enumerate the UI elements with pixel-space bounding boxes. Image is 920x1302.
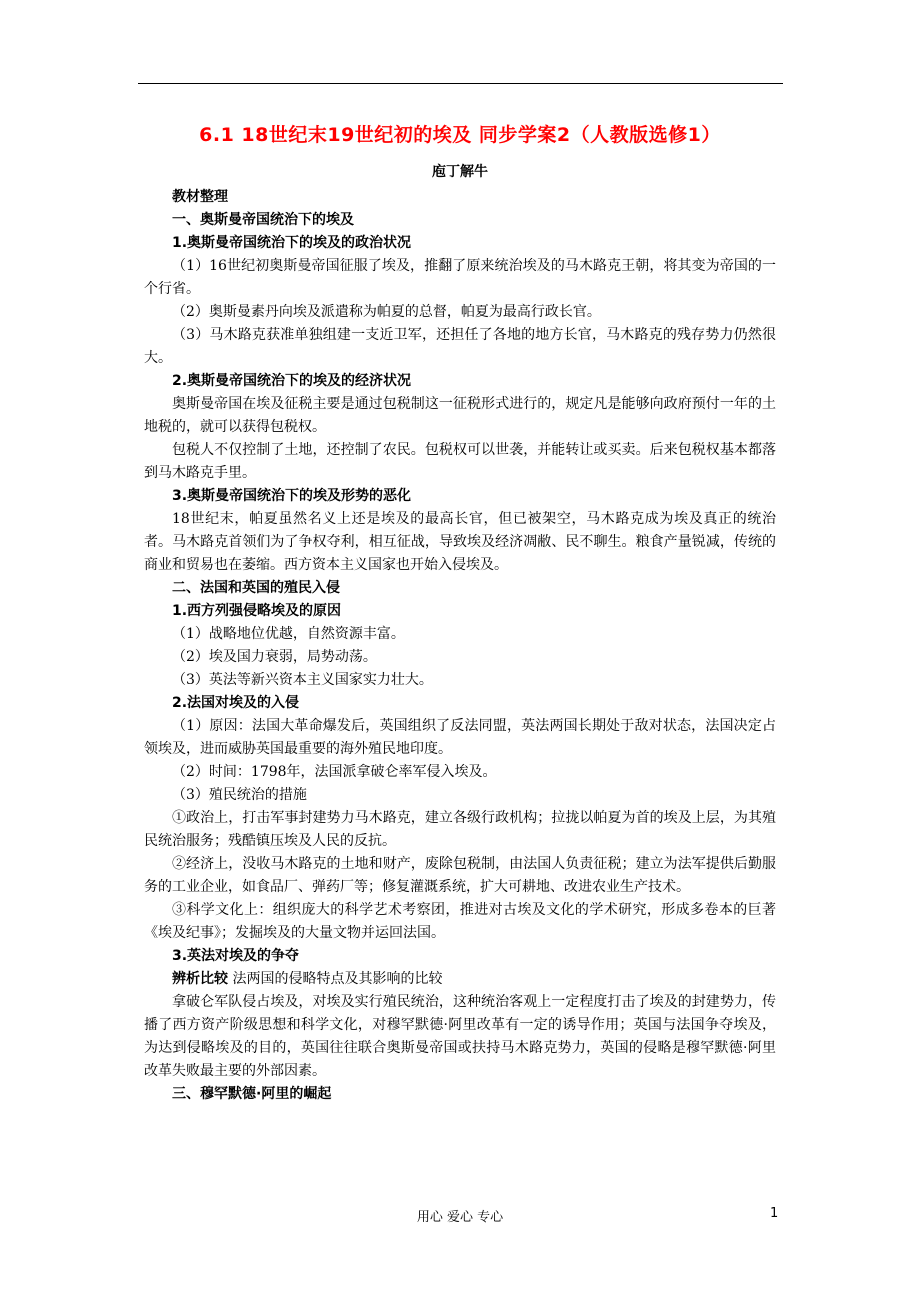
paragraph: （2）时间：1798年，法国派拿破仑率军侵入埃及。 bbox=[172, 764, 497, 780]
paragraph: 包税人不仅控制了土地，还控制了农民。包税权可以世袭，并能转让或买卖。后来包税权基本都落到马木路克手里。 bbox=[144, 442, 776, 481]
header-rule bbox=[138, 83, 783, 84]
section-3-heading: 三、穆罕默德·阿里的崛起 bbox=[172, 1086, 332, 1102]
document-subtitle: 庖丁解牛 bbox=[432, 164, 488, 180]
paragraph: （1）原因：法国大革命爆发后，英国组织了反法同盟，英法两国长期处于敌对状态，法国决定占领埃及，进而威胁英国最重要的海外殖民地印度。 bbox=[144, 718, 776, 757]
footer-text: 用心 爱心 专心 bbox=[416, 1210, 504, 1225]
page-number: 1 bbox=[770, 1206, 779, 1221]
s2-sub3-heading: 3.英法对埃及的争夺 bbox=[172, 948, 300, 964]
document-body bbox=[144, 186, 776, 1106]
paragraph: 奥斯曼帝国在埃及征税主要是通过包税制这一征税形式进行的，规定凡是能够向政府预付一年的土地税的，就可以获得包税权。 bbox=[144, 396, 776, 435]
paragraph: （3）殖民统治的措施 bbox=[172, 787, 307, 803]
paragraph: （1）16世纪初奥斯曼帝国征服了埃及，推翻了原来统治埃及的马木路克王朝，将其变为帝国的一个行省。 bbox=[144, 258, 776, 297]
paragraph: （2）奥斯曼素丹向埃及派遣称为帕夏的总督，帕夏为最高行政长官。 bbox=[172, 304, 601, 320]
s1-sub3-heading: 3.奥斯曼帝国统治下的埃及形势的恶化 bbox=[172, 488, 412, 504]
paragraph: （3）马木路克获准单独组建一支近卫军，还担任了各地的地方长官，马木路克的残存势力仍然很大。 bbox=[144, 327, 776, 366]
section-2-heading: 二、法国和英国的殖民入侵 bbox=[172, 580, 340, 596]
document-title: 6.1 18世纪末19世纪初的埃及 同步学案2（人教版选修1） bbox=[199, 124, 721, 146]
paragraph: （1）战略地位优越，自然资源丰富。 bbox=[172, 626, 405, 642]
s1-sub1-heading: 1.奥斯曼帝国统治下的埃及的政治状况 bbox=[172, 235, 412, 251]
paragraph: （3）英法等新兴资本主义国家实力壮大。 bbox=[172, 672, 433, 688]
paragraph: （2）埃及国力衰弱，局势动荡。 bbox=[172, 649, 377, 665]
paragraph: 18世纪末，帕夏虽然名义上还是埃及的最高长官，但已被架空，马木路克成为埃及真正的统治者。马木路克首领们为了争权夺利，相互征战，导致埃及经济凋敝、民不聊生。粮食产量锐减，传统的商业和贸易也在萎缩。西方资本主义国家也开始入侵埃及。 bbox=[144, 511, 776, 573]
compare-title: 法两国的侵略特点及其影响的比较 bbox=[228, 971, 443, 987]
s2-sub2-heading: 2.法国对埃及的入侵 bbox=[172, 695, 300, 711]
section-1-heading: 一、奥斯曼帝国统治下的埃及 bbox=[172, 212, 354, 228]
paragraph: ③科学文化上：组织庞大的科学艺术考察团，推进对古埃及文化的学术研究，形成多卷本的巨著《埃及纪事》；发掘埃及的大量文物并运回法国。 bbox=[144, 902, 776, 941]
section-label: 教材整理 bbox=[172, 189, 228, 205]
paragraph: ①政治上，打击军事封建势力马木路克，建立各级行政机构；拉拢以帕夏为首的埃及上层，为其殖民统治服务；残酷镇压埃及人民的反抗。 bbox=[144, 810, 776, 849]
paragraph: 拿破仑军队侵占埃及，对埃及实行殖民统治，这种统治客观上一定程度打击了埃及的封建势力，传播了西方资产阶级思想和科学文化，对穆罕默德·阿里改革有一定的诱导作用；英国与法国争夺埃及，为达到侵略埃及的目的，英国往往联合奥斯曼帝国或扶持马木路克势力，英国的侵略是穆罕默德·阿里改革失败最主要的外部因素。 bbox=[144, 994, 776, 1079]
s2-sub1-heading: 1.西方列强侵略埃及的原因 bbox=[172, 603, 342, 619]
paragraph: ②经济上，没收马木路克的土地和财产，废除包税制，由法国人负责征税；建立为法军提供后勤服务的工业企业，如食品厂、弹药厂等；修复灌溉系统，扩大可耕地、改进农业生产技术。 bbox=[144, 856, 776, 895]
compare-label: 辨析比较 bbox=[172, 971, 228, 987]
compare-line bbox=[144, 968, 776, 991]
s1-sub2-heading: 2.奥斯曼帝国统治下的埃及的经济状况 bbox=[172, 373, 412, 389]
